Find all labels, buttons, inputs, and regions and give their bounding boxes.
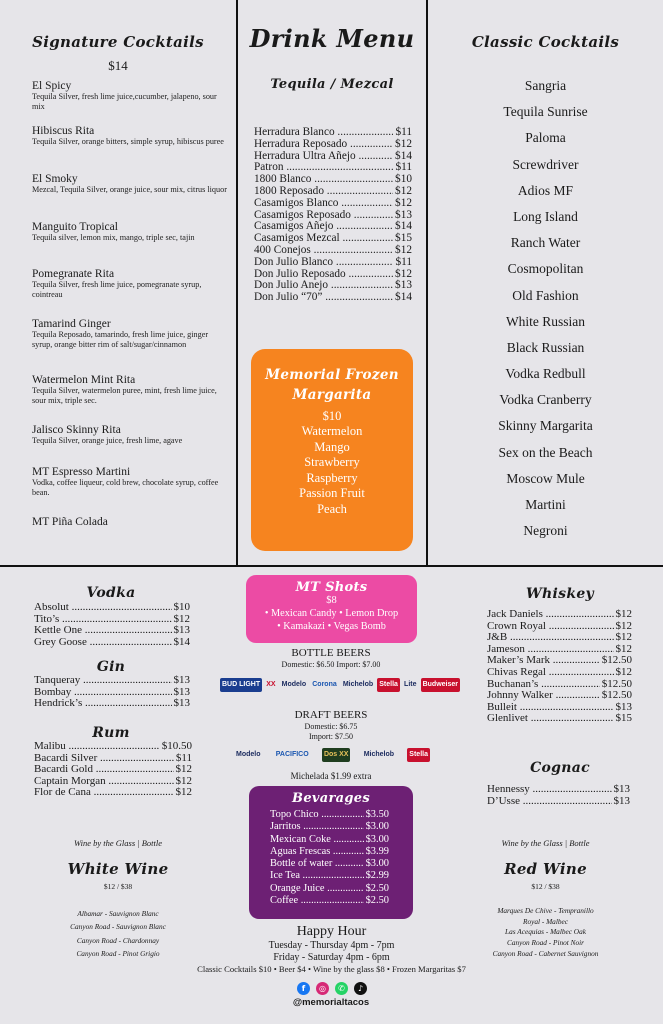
signature-item-desc: Vodka, coffee liqueur, cold brew, chocolate syrup, coffee bean. <box>32 478 219 497</box>
signature-item-name: Manguito Tropical <box>32 221 118 233</box>
beverage-row <box>270 834 389 846</box>
whiskey-row <box>487 667 632 679</box>
tequila-row <box>254 151 412 163</box>
beverage-row <box>270 846 389 858</box>
tequila-name: Don Julio “70” ..... <box>254 292 393 304</box>
whiskey-row <box>487 713 632 725</box>
rum-price: $11 <box>175 751 192 764</box>
classic-item: Cosmopolitan <box>507 261 584 277</box>
classic-item: White Russian <box>505 313 586 329</box>
vodka-price: $12 <box>173 612 190 625</box>
tequila-row <box>254 174 412 186</box>
classic-item: Skinny Margarita <box>498 418 593 434</box>
whiskey-name: Maker’s Mark ..... <box>487 655 600 667</box>
gin-name: Hendrick’s ..... <box>34 698 172 710</box>
beverage-row <box>270 858 389 870</box>
tequila-row <box>254 139 412 151</box>
classic-item: Sangria <box>524 78 567 93</box>
instagram-icon[interactable]: ◎ <box>316 982 329 995</box>
gin-list <box>34 675 190 710</box>
whiskey-name: Buchanan’s ..... <box>487 679 600 691</box>
whatsapp-icon[interactable]: ✆ <box>335 982 348 995</box>
gin-price: $13 <box>173 685 190 698</box>
tequila-price: $12 <box>395 196 412 209</box>
rum-name: Malibu ..... <box>34 741 160 753</box>
shots-title: MT Shots <box>295 580 368 595</box>
signature-item <box>32 424 228 446</box>
frozen-flavor: Passion Fruit <box>299 486 365 500</box>
tequila-price: $14 <box>395 149 412 162</box>
red-wine-title: Red Wine <box>504 860 587 878</box>
signature-item <box>32 221 228 243</box>
tequila-price: $10 <box>395 173 412 186</box>
shots-price: $8 <box>326 595 337 606</box>
frozen-flavor: Mango <box>314 439 350 454</box>
draft-beer-logo-4: Stella <box>407 748 430 762</box>
signature-item-name: Jalisco Skinny Rita <box>32 424 121 436</box>
vodka-price: $13 <box>173 624 190 637</box>
vodka-title: Vodka <box>86 585 136 601</box>
rum-row <box>34 741 192 753</box>
white-wine-title: White Wine <box>67 860 169 878</box>
tequila-price: $13 <box>395 208 412 221</box>
beverage-name: Orange Juice ..... <box>270 883 364 895</box>
beverage-row <box>270 870 389 882</box>
draft-beers-import: Import: $7.50 <box>309 732 353 741</box>
tequila-price: $11 <box>395 126 412 138</box>
rum-name: Bacardi Silver ..... <box>34 753 174 765</box>
signature-item <box>32 516 228 528</box>
bottle-beer-logo-0: BUD LIGHT <box>220 678 262 692</box>
classic-item: Moscow Mule <box>506 470 585 486</box>
signature-item <box>32 466 228 498</box>
gin-name: Bombay ..... <box>34 687 172 699</box>
tequila-name: Herradura Blanco ..... <box>254 127 393 139</box>
shots-line1: • Mexican Candy • Lemon Drop <box>264 608 399 619</box>
shots-line2: • Kamakazi • Vegas Bomb <box>277 621 386 632</box>
cognac-row <box>487 784 630 796</box>
beverage-name: Topo Chico ..... <box>270 809 364 821</box>
whiskey-title: Whiskey <box>526 586 594 602</box>
whiskey-name: Bulleit ..... <box>487 702 614 714</box>
beverage-price: $3.00 <box>365 821 389 833</box>
vodka-price: $10 <box>173 601 190 613</box>
vodka-price: $14 <box>173 635 190 648</box>
red-wine-item: Royal - Malbec <box>523 916 568 926</box>
section-divider <box>0 565 663 567</box>
signature-item-desc: Tequila Silver, fresh lime juice, pomegranate syrup, cointreau <box>32 280 202 299</box>
rum-row <box>34 764 192 776</box>
frozen-flavor: Raspberry <box>306 470 358 485</box>
frozen-flavors <box>251 424 413 517</box>
signature-item <box>32 374 228 406</box>
beverage-row <box>270 821 389 833</box>
frozen-flavor: Strawberry <box>304 455 360 469</box>
vodka-row <box>34 625 190 637</box>
beverage-name: Mexican Coke ..... <box>270 834 364 846</box>
tequila-name: 1800 Blanco ..... <box>254 174 393 186</box>
red-wine-item: Las Acequias - Malbec Oak <box>505 927 586 937</box>
whiskey-price: $12.50 <box>601 689 632 702</box>
beverages-title: Bevarages <box>292 791 370 806</box>
classic-item: Ranch Water <box>510 235 581 251</box>
beverage-name: Aguas Frescas ..... <box>270 846 364 858</box>
bottle-beers-title: BOTTLE BEERS <box>291 647 371 659</box>
whiskey-row <box>487 655 632 667</box>
signature-price: $14 <box>108 58 128 73</box>
whiskey-row <box>487 621 632 633</box>
bottle-beer-logo-1: XX <box>266 681 276 688</box>
whiskey-price: $13 <box>615 700 632 713</box>
classic-item: Martini <box>525 497 566 512</box>
tequila-row <box>254 186 412 198</box>
cognac-row <box>487 796 630 808</box>
signature-item <box>32 318 228 350</box>
tequila-row <box>254 257 412 269</box>
social-icons <box>297 982 367 995</box>
facebook-icon[interactable]: f <box>297 982 310 995</box>
beverage-price: $3.50 <box>365 809 389 820</box>
tequila-title: Tequila / Mezcal <box>270 77 394 92</box>
whiskey-price: $15 <box>615 712 632 725</box>
rum-row <box>34 776 192 788</box>
tequila-price: $12 <box>395 184 412 197</box>
cognac-name: Hennessy ..... <box>487 784 612 796</box>
classic-item: Old Fashion <box>512 287 579 303</box>
bottle-beer-logo-5: Stella <box>377 678 400 692</box>
signature-item-name: El Spicy <box>32 80 72 92</box>
cognac-price: $13 <box>613 794 630 807</box>
tequila-row <box>254 292 412 304</box>
beverage-name: Bottle of water ..... <box>270 858 364 870</box>
tequila-row <box>254 198 412 210</box>
bottle-beer-logo-4: Michelob <box>342 681 374 688</box>
frozen-flavor: Peach <box>317 501 347 516</box>
happy-hour-deals: Classic Cocktails $10 • Beer $4 • Wine by the glass $8 • Frozen Margaritas $7 <box>197 964 466 974</box>
whiskey-price: $12.50 <box>601 654 632 667</box>
whiskey-price: $12.50 <box>601 677 632 690</box>
social-handle[interactable]: @memorialtacos <box>292 997 370 1008</box>
signature-item-desc: Tequila Silver, orange bitters, simple syrup, hibiscus puree <box>32 137 224 146</box>
gin-row <box>34 675 190 687</box>
signature-item <box>32 173 228 195</box>
whiskey-list <box>487 609 632 725</box>
tequila-name: Don Julio Blanco ..... <box>254 257 393 269</box>
rum-name: Flor de Cana ..... <box>34 787 174 799</box>
tequila-price: $15 <box>395 232 412 245</box>
draft-beer-logo-1: PACIFICO <box>275 751 309 758</box>
signature-item-name: Watermelon Mint Rita <box>32 374 136 386</box>
whiskey-name: Chivas Regal ..... <box>487 667 614 679</box>
rum-price: $12 <box>175 774 192 787</box>
red-wine-list <box>428 906 663 960</box>
tequila-row <box>254 233 412 245</box>
whiskey-name: Jameson ..... <box>487 644 614 656</box>
signature-item <box>32 125 228 147</box>
signature-item-name: Hibiscus Rita <box>32 125 95 137</box>
bottle-beer-logo-7: Budweiser <box>421 678 460 692</box>
red-wine-header: Wine by the Glass | Bottle <box>501 838 590 848</box>
draft-beer-logo-2: Dos XX <box>322 748 351 762</box>
tequila-name: Don Julio Reposado ..... <box>254 269 393 281</box>
bottle-beer-logo-6: Lite <box>404 681 417 688</box>
happy-hour-weekday: Tuesday - Thursday 4pm - 7pm <box>268 940 395 951</box>
draft-beers-domestic: Domestic: $6.75 <box>304 722 358 731</box>
tequila-name: Herradura Reposado ..... <box>254 139 393 151</box>
rum-price: $10.50 <box>161 740 192 752</box>
rum-list <box>34 741 192 799</box>
vodka-row <box>34 637 190 649</box>
signature-item <box>32 268 228 300</box>
rum-price: $12 <box>175 786 192 799</box>
classic-item: Tequila Sunrise <box>503 104 588 120</box>
vodka-row <box>34 602 190 614</box>
tequila-row <box>254 269 412 281</box>
tequila-price: $11 <box>395 161 412 174</box>
white-wine-item: Canyon Road - Pinot Grigio <box>76 948 160 958</box>
tequila-price: $11 <box>395 255 412 268</box>
beverage-price: $3.00 <box>365 858 389 870</box>
red-wine-item: Canyon Road - Cabernet Sauvignon <box>492 948 599 958</box>
rum-name: Bacardi Gold ..... <box>34 764 174 776</box>
beverage-price: $2.50 <box>365 895 389 907</box>
cognac-list <box>487 784 630 807</box>
signature-item-desc: Tequila Silver, watermelon puree, mint, fresh lime juice, sour mix, triple sec. <box>32 386 217 405</box>
cognac-name: D’Usse ..... <box>487 796 612 808</box>
classic-item: Paloma <box>525 130 566 146</box>
frozen-price: $10 <box>322 409 342 423</box>
rum-name: Captain Morgan ..... <box>34 776 174 788</box>
tequila-price: $14 <box>395 220 412 233</box>
beverage-name: Coffee ..... <box>270 895 364 907</box>
draft-beer-logo-0: Modelo <box>236 751 261 758</box>
classic-item: Screwdriver <box>512 156 579 172</box>
classic-item: Negroni <box>523 523 568 539</box>
classic-title: Classic Cocktails <box>471 33 620 51</box>
signature-item-name: Pomegranate Rita <box>32 268 115 280</box>
bottle-beers-prices: Domestic: $6.50 Import: $7.00 <box>281 660 381 669</box>
draft-beer-logo-3: Michelob <box>363 751 395 758</box>
classic-item: Adios MF <box>517 182 574 198</box>
signature-item-desc: Tequila Silver, orange juice, fresh lime, agave <box>32 436 183 445</box>
classic-item: Long Island <box>513 208 578 224</box>
whiskey-price: $12 <box>615 642 632 655</box>
signature-item-desc: Mezcal, Tequila Silver, orange juice, sour mix, citrus liquor <box>32 185 227 194</box>
tequila-name: Casamigos Reposado ..... <box>254 210 393 222</box>
gin-price: $13 <box>173 697 190 710</box>
signature-title: Signature Cocktails <box>32 33 204 51</box>
tequila-price: $12 <box>395 243 412 256</box>
tequila-price: $12 <box>395 267 412 280</box>
whiskey-price: $12 <box>615 665 632 678</box>
whiskey-name: Jack Daniels ..... <box>487 609 614 621</box>
rum-row <box>34 787 192 799</box>
beverage-price: $2.99 <box>365 870 389 882</box>
tequila-price: $14 <box>395 291 412 304</box>
whiskey-row <box>487 690 632 702</box>
vodka-row <box>34 614 190 626</box>
whiskey-name: Crown Royal ..... <box>487 621 614 633</box>
tequila-name: Casamigos Blanco ..... <box>254 198 393 210</box>
red-wine-item: Marques De Chive - Tempranillo <box>497 906 594 915</box>
shots-card <box>246 575 417 643</box>
beverage-price: $3.99 <box>365 845 389 857</box>
white-wine-price: $12 / $38 <box>103 882 133 891</box>
draft-beer-logos <box>234 748 430 762</box>
whiskey-price: $12 <box>615 608 632 620</box>
whiskey-name: J&B ..... <box>487 632 614 644</box>
beverages-card <box>249 786 413 919</box>
vodka-list <box>34 602 190 648</box>
signature-item-name: MT Espresso Martini <box>32 466 131 478</box>
red-wine-item: Canyon Road - Pinot Noir <box>506 938 585 948</box>
whiskey-price: $12 <box>615 619 632 632</box>
white-wine-item: Albamar - Sauvignon Blanc <box>77 909 159 918</box>
tequila-name: Herradura Ultra Añejo ..... <box>254 151 393 163</box>
beverage-price: $2.50 <box>365 882 389 894</box>
classic-item: Vodka Cranberry <box>499 392 592 408</box>
frozen-title-line1: Memorial Frozen <box>265 367 399 383</box>
rum-title: Rum <box>92 725 130 741</box>
tequila-list <box>254 127 412 304</box>
michelada-note: Michelada $1.99 extra <box>290 771 372 781</box>
frozen-margarita-card <box>251 349 413 551</box>
signature-item <box>32 80 228 112</box>
signature-item-name: El Smoky <box>32 173 78 185</box>
cognac-title: Cognac <box>530 760 590 776</box>
tequila-row <box>254 210 412 222</box>
gin-name: Tanqueray ..... <box>34 675 172 687</box>
rum-row <box>34 753 192 765</box>
tequila-name: 1800 Reposado ..... <box>254 186 393 198</box>
beverage-row <box>270 895 389 907</box>
happy-hour-weekend: Friday - Saturday 4pm - 6pm <box>273 952 390 963</box>
rum-price: $12 <box>175 763 192 776</box>
draft-beers-title: DRAFT BEERS <box>294 709 368 721</box>
tequila-name: Casamigos Mezcal ..... <box>254 233 393 245</box>
signature-item-desc: Tequila Silver, fresh lime juice,cucumber, jalapeno, sour mix <box>32 92 217 111</box>
gin-row <box>34 698 190 710</box>
white-wine-item: Canyon Road - Chardonnay <box>76 935 160 945</box>
vodka-name: Tito’s ..... <box>34 614 172 626</box>
signature-item-desc: Tequila Reposado, tamarindo, fresh lime juice, ginger syrup, orange bitter rim of salt/sugar/cinnamon <box>32 330 209 349</box>
tequila-row <box>254 162 412 174</box>
tequila-name: Casamigos Añejo ..... <box>254 221 393 233</box>
gin-price: $13 <box>173 674 190 686</box>
classic-item: Sex on the Beach <box>498 444 593 460</box>
whiskey-name: Johnny Walker ..... <box>487 690 600 702</box>
beverage-name: Jarritos ..... <box>270 821 364 833</box>
bottle-beer-logos <box>220 678 460 692</box>
gin-title: Gin <box>96 659 126 675</box>
tequila-row <box>254 127 412 139</box>
vodka-name: Kettle One ..... <box>34 625 172 637</box>
beverage-row <box>270 883 389 895</box>
white-wine-header: Wine by the Glass | Bottle <box>73 838 163 848</box>
happy-hour-title: Happy Hour <box>296 924 367 939</box>
whiskey-row <box>487 632 632 644</box>
classic-item: Vodka Redbull <box>505 366 586 382</box>
whiskey-price: $12 <box>615 631 632 644</box>
tiktok-icon[interactable]: ♪ <box>354 982 367 995</box>
vodka-name: Absolut ..... <box>34 602 172 614</box>
whiskey-name: Glenlivet ..... <box>487 713 614 725</box>
signature-item-desc: Tequila silver, lemon mix, mango, triple sec, tajin <box>32 233 195 242</box>
gin-row <box>34 687 190 699</box>
tequila-row <box>254 245 412 257</box>
tequila-row <box>254 221 412 233</box>
beverages-list <box>270 809 389 907</box>
signature-item-name: MT Piña Colada <box>32 516 108 528</box>
white-wine-item: Canyon Road - Sauvignon Blanc <box>70 922 166 932</box>
beverage-name: Ice Tea ..... <box>270 870 364 882</box>
whiskey-row <box>487 609 632 621</box>
bottle-beer-logo-3: Corona <box>312 681 337 688</box>
classic-list <box>428 73 663 544</box>
page-title: Drink Menu <box>249 24 415 53</box>
tequila-price: $13 <box>395 279 412 292</box>
tequila-row <box>254 280 412 292</box>
whiskey-row <box>487 702 632 714</box>
beverage-price: $3.00 <box>365 833 389 845</box>
tequila-name: 400 Conejos ..... <box>254 245 393 257</box>
tequila-name: Don Julio Anejo ..... <box>254 280 393 292</box>
bottle-beer-logo-2: Modelo <box>281 681 307 688</box>
beverage-row <box>270 809 389 821</box>
tequila-price: $12 <box>395 137 412 150</box>
red-wine-price: $12 / $38 <box>531 882 560 891</box>
cognac-price: $13 <box>613 783 630 795</box>
tequila-name: Patron ..... <box>254 162 393 174</box>
frozen-title-line2: Margarita <box>292 387 372 403</box>
vodka-name: Grey Goose ..... <box>34 637 172 649</box>
classic-item: Black Russian <box>506 339 585 355</box>
frozen-flavor: Watermelon <box>301 424 363 438</box>
signature-item-name: Tamarind Ginger <box>32 318 111 330</box>
